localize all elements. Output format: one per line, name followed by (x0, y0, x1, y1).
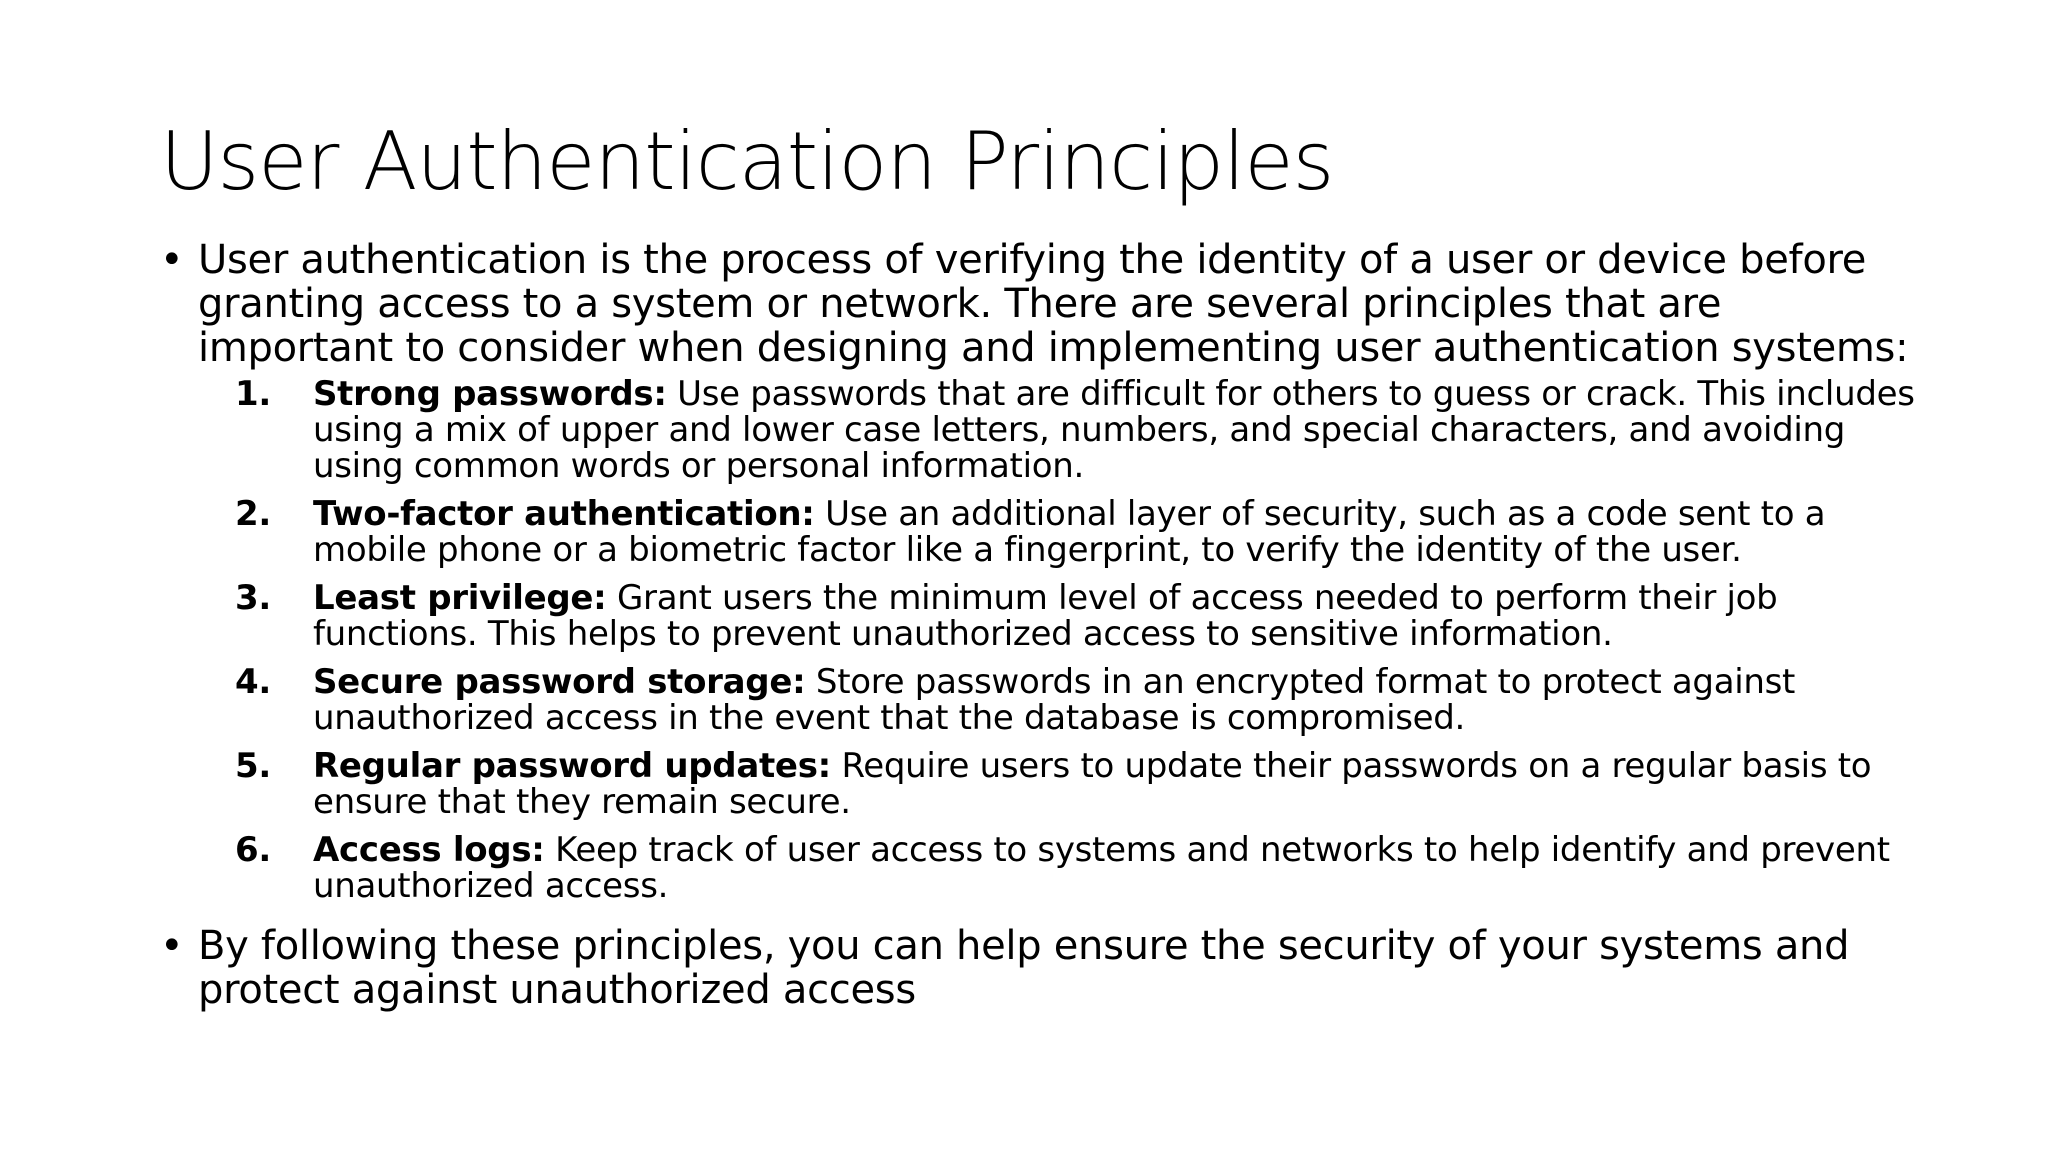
bullet-icon: • (160, 923, 184, 969)
principle-item (160, 748, 1920, 820)
principle-label: Two-factor authentication: (313, 494, 815, 534)
principle-item (160, 496, 1920, 568)
conclusion-bullet (160, 924, 1938, 1012)
principles-list (160, 376, 1920, 904)
principle-text: Require users to update their passwords on a regular basis to ensure that they remain secure. (313, 746, 1872, 822)
principle-text: Use passwords that are difficult for others to guess or crack. This includes using a mix of upper and lower case letters, numbers, and special characters, and avoiding using common words or personal information. (313, 374, 1915, 486)
principle-label: Least privilege: (313, 578, 607, 618)
principle-number: 6. (235, 830, 271, 870)
principle-text: Store passwords in an encrypted format to protect against unauthorized access in the event that the database is compromised. (313, 662, 1796, 738)
principle-label: Access logs: (313, 830, 545, 870)
principle-number: 3. (235, 578, 271, 618)
intro-bullet (160, 238, 1938, 370)
intro-text: User authentication is the process of verifying the identity of a user or device before granting access to a system or network. There are several principles that are important to consider when designing and implementing user authentication systems: (198, 237, 1909, 371)
principle-item (160, 376, 1920, 484)
principle-item (160, 580, 1920, 652)
principle-number: 5. (235, 746, 271, 786)
principle-number: 1. (235, 374, 271, 414)
bullet-icon: • (160, 237, 184, 283)
principle-label: Regular password updates: (313, 746, 831, 786)
conclusion-text: By following these principles, you can help ensure the security of your systems and protect against unauthorized access (198, 923, 1850, 1013)
principle-item (160, 664, 1920, 736)
principle-text: Use an additional layer of security, such as a code sent to a mobile phone or a biometric factor like a fingerprint, to verify the identity of the user. (313, 494, 1826, 570)
principle-number: 4. (235, 662, 271, 702)
slide-title: User Authentication Principles (160, 115, 1334, 208)
principle-number: 2. (235, 494, 271, 534)
principle-item (160, 832, 1920, 904)
principle-label: Strong passwords: (313, 374, 667, 414)
slide-body (160, 238, 1920, 1012)
principle-label: Secure password storage: (313, 662, 806, 702)
principle-text: Grant users the minimum level of access needed to perform their job functions. This helps to prevent unauthorized access to sensitive information. (313, 578, 1778, 654)
principle-text: Keep track of user access to systems and networks to help identify and prevent unauthorized access. (313, 830, 1890, 906)
